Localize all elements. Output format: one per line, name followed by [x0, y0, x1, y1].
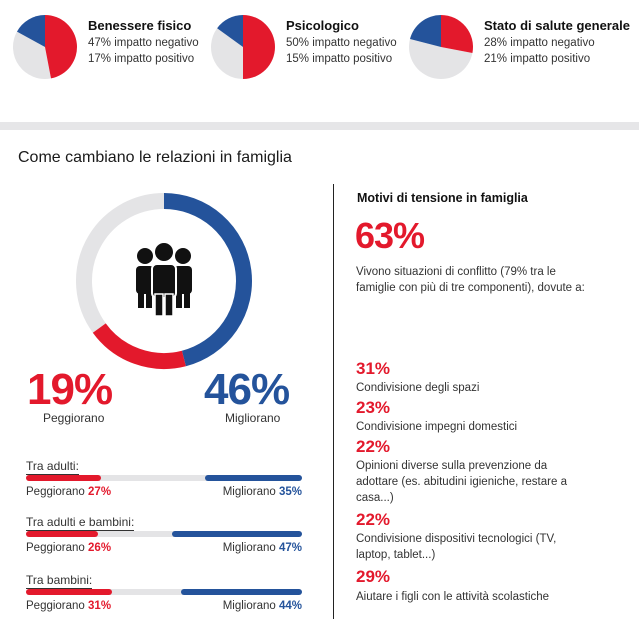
pie-negative-label: 50% impatto negativo [286, 37, 397, 49]
donut-segment-rest [84, 201, 164, 328]
comparison-title-underline [26, 474, 79, 475]
worse-value: Peggiorano 27% [26, 486, 112, 498]
tension-item-percentage: 23% [356, 398, 391, 417]
tension-heading: Motivi di tensione in famiglia [357, 191, 528, 205]
pie-negative-label: 28% impatto negativo [484, 37, 595, 49]
pie-slice-negative [45, 15, 77, 78]
family-group-icon [136, 242, 192, 316]
tension-item-description: Condivisione impegni domestici [356, 421, 518, 433]
pie-title: Stato di salute generale [484, 18, 630, 33]
better-percentage: 46% [204, 365, 290, 414]
pie-title: Psicologico [286, 18, 359, 33]
comparison-title: Tra adulti e bambini: [26, 515, 135, 529]
comparison-title-underline [26, 588, 92, 589]
worse-value: Peggiorano 26% [26, 542, 112, 554]
pie-chart [408, 14, 474, 80]
tension-item-percentage: 29% [356, 567, 391, 586]
worse-bar [26, 589, 112, 595]
better-bar [205, 475, 302, 481]
pie-positive-label: 17% impatto positivo [88, 53, 195, 65]
tension-main-percentage: 63% [355, 215, 425, 256]
tension-item-description: Condivisione degli spazi [356, 382, 480, 394]
better-bar [181, 589, 302, 595]
better-label: Migliorano [225, 411, 281, 425]
relations-donut-chart [73, 190, 255, 372]
better-value: Migliorano 47% [222, 542, 302, 554]
pie-chart [12, 14, 78, 80]
section-title: Come cambiano le relazioni in famiglia [18, 149, 292, 166]
pie-positive-label: 21% impatto positivo [484, 53, 591, 65]
comparison-title: Tra adulti: [26, 459, 79, 473]
worse-label: Peggiorano [43, 411, 105, 425]
pie-slice-negative [441, 15, 473, 53]
pie-slice-negative [243, 15, 275, 79]
better-value: Migliorano 44% [222, 600, 302, 612]
section-divider [0, 122, 639, 130]
better-bar [172, 531, 302, 537]
tension-item-percentage: 22% [356, 510, 391, 529]
better-value: Migliorano 35% [222, 486, 302, 498]
tension-item-description: Aiutare i figli con le attività scolastiche [356, 591, 550, 603]
pie-title: Benessere fisico [88, 18, 192, 33]
pie-chart [210, 14, 276, 80]
pie-negative-label: 47% impatto negativo [88, 37, 199, 49]
worse-value: Peggiorano 31% [26, 600, 112, 612]
comparison-title-underline [26, 530, 134, 531]
comparison-bambini [26, 573, 302, 613]
worse-bar [26, 531, 98, 537]
comparison-title: Tra bambini: [26, 573, 93, 587]
pie-positive-label: 15% impatto positivo [286, 53, 393, 65]
donut-segment-worse [99, 328, 184, 361]
tension-item-percentage: 22% [356, 437, 391, 456]
tension-main-description: Vivono situazioni di conflitto (79% tra le famiglie con più di tre componenti), dovute a: [356, 266, 585, 294]
tension-item-description: Condivisione dispositivi tecnologici (TV, laptop, tablet...) [356, 533, 557, 561]
comparison-adulti [26, 459, 302, 499]
column-divider [333, 184, 334, 619]
tension-item-description: Opinioni diverse sulla prevenzione da adottare (es. abitudini igieniche, restare a casa...) [356, 460, 567, 504]
comparison-adulti-bambini [26, 515, 302, 555]
tension-item-percentage: 31% [356, 359, 391, 378]
worse-bar [26, 475, 101, 481]
worse-percentage: 19% [27, 365, 113, 414]
